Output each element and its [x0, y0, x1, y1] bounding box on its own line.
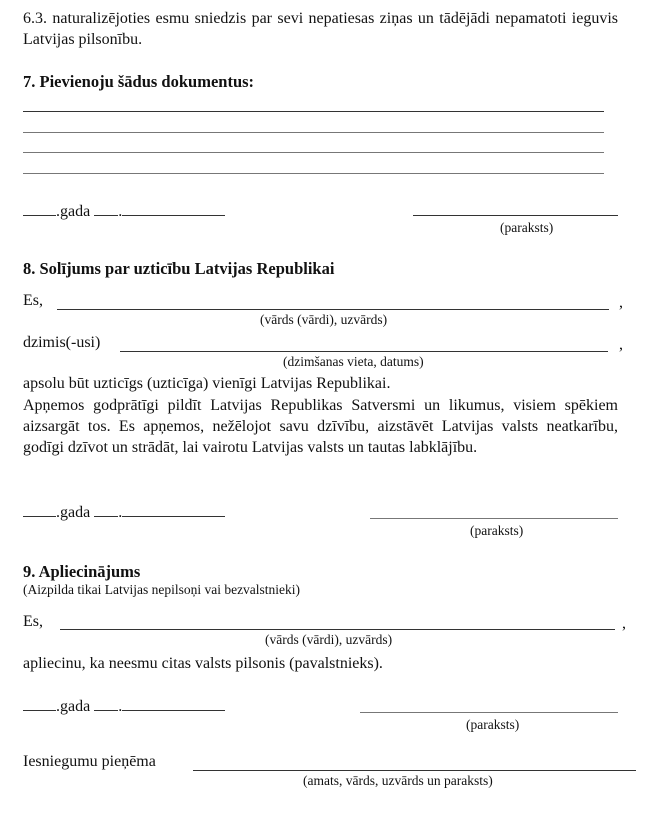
- day-field[interactable]: [94, 202, 118, 216]
- gada-label: .gada: [56, 203, 91, 220]
- month-field[interactable]: [122, 503, 225, 517]
- month-field[interactable]: [122, 697, 225, 711]
- signature-caption-8: (paraksts): [470, 523, 524, 538]
- day-field[interactable]: [94, 697, 118, 711]
- date-dot: .: [118, 698, 123, 715]
- comma: ,: [622, 615, 626, 632]
- date-dot: .: [118, 504, 123, 521]
- section-8-heading: 8. Solījums par uzticību Latvijas Republikai: [23, 259, 335, 278]
- year-field[interactable]: [23, 503, 56, 517]
- name-field-9[interactable]: [60, 629, 615, 630]
- name-caption-8: (vārds (vārdi), uzvārds): [260, 312, 388, 327]
- item-text: naturalizējoties esmu sniedzis par sevi nepatiesas ziņas un tādējādi nepamatoti ieguvis Latvijas pilsonību.: [23, 10, 619, 48]
- date-row-7: [23, 202, 225, 221]
- name-field-8[interactable]: [57, 309, 609, 310]
- date-row-9: [23, 697, 225, 716]
- section-9-heading: 9. Apliecinājums: [23, 562, 141, 581]
- oath-paragraph: Apņemos godprātīgi pildīt Latvijas Republikas Satversmi un likumus, visiem spēkiem aizsargāt tos. Es apņemos, nežēlojot savu dzīvību, aizstāvēt Latvijas valsts neatkarību, godīgi dzīvot un strādāt, lai vairotu Latvijas valsts un tautas labklājību.: [23, 397, 618, 456]
- statement: apliecinu, ka neesmu citas valsts pilsonis (pavalstnieks).: [23, 655, 383, 672]
- document-line-4[interactable]: [23, 173, 604, 174]
- signature-caption-7: (paraksts): [500, 220, 554, 235]
- document-line-3[interactable]: [23, 152, 604, 153]
- born-label: dzimis(-usi): [23, 334, 101, 351]
- es-label-8: Es,: [23, 292, 43, 309]
- document-line-1[interactable]: [23, 111, 604, 112]
- section-7-heading: 7. Pievienoju šādus dokumentus:: [23, 72, 255, 91]
- name-caption-9: (vārds (vārdi), uzvārds): [265, 632, 393, 647]
- signature-caption-9: (paraksts): [466, 717, 520, 732]
- year-field[interactable]: [23, 697, 56, 711]
- comma: ,: [619, 294, 623, 311]
- document-line-2[interactable]: [23, 132, 604, 133]
- date-row-8: [23, 503, 225, 522]
- es-label-9: Es,: [23, 613, 43, 630]
- gada-label: .gada: [56, 504, 91, 521]
- year-field[interactable]: [23, 202, 56, 216]
- day-field[interactable]: [94, 503, 118, 517]
- gada-label: .gada: [56, 698, 91, 715]
- section-9-subtitle: (Aizpilda tikai Latvijas nepilsoņi vai bezvalstnieki): [23, 582, 301, 597]
- born-caption: (dzimšanas vieta, datums): [283, 354, 424, 369]
- item-number: 6.3.: [23, 10, 47, 27]
- signature-line-9[interactable]: [360, 712, 618, 713]
- acceptance-caption: (amats, vārds, uzvārds un paraksts): [303, 773, 493, 788]
- signature-line-8[interactable]: [370, 518, 618, 519]
- item-6-3: [23, 8, 618, 50]
- month-field[interactable]: [122, 202, 225, 216]
- acceptance-label: Iesniegumu pieņēma: [23, 753, 156, 770]
- acceptance-field[interactable]: [193, 770, 636, 771]
- signature-line-7[interactable]: [413, 215, 618, 216]
- birth-field[interactable]: [120, 351, 608, 352]
- comma: ,: [619, 336, 623, 353]
- date-dot: .: [118, 203, 123, 220]
- oath-line: apsolu būt uzticīgs (uzticīga) vienīgi Latvijas Republikai.: [23, 375, 391, 392]
